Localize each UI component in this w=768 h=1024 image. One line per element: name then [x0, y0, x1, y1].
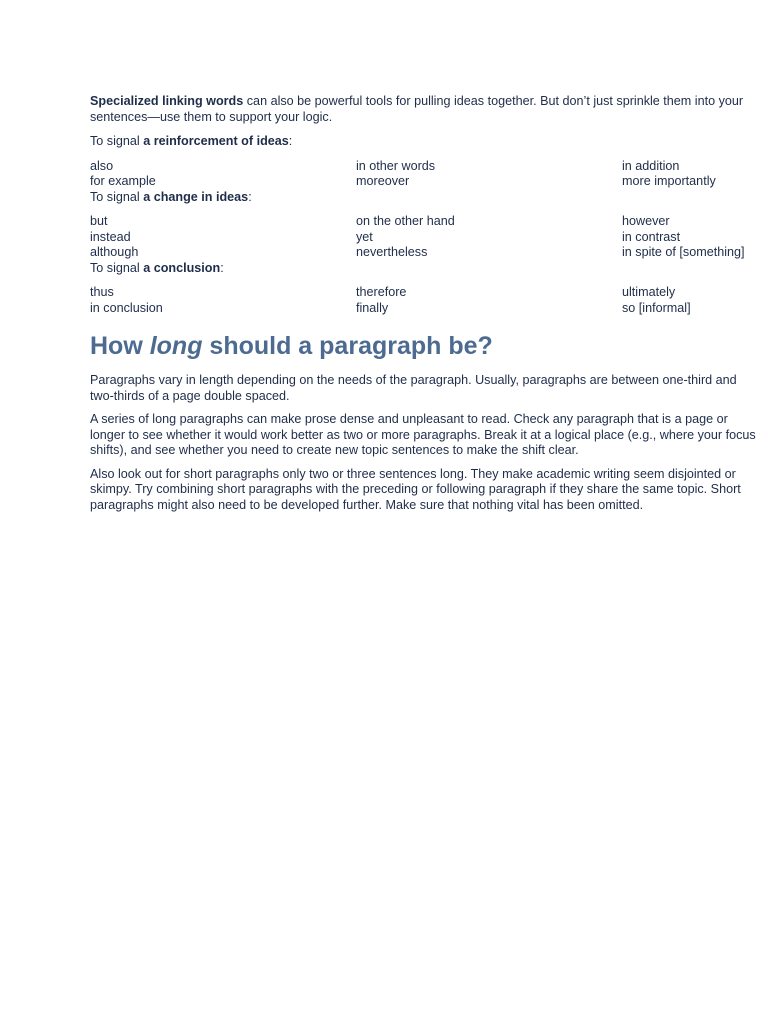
linking-word: thus [90, 285, 114, 299]
linking-word: finally [356, 300, 389, 315]
signal-change-label [90, 190, 760, 206]
linking-word: in spite of [something] [622, 245, 745, 259]
signal-bold: a change in ideas [143, 189, 249, 204]
signal-reinforcement-label [90, 134, 760, 150]
linking-word: in addition [622, 158, 680, 173]
linking-word: ultimately [622, 285, 676, 299]
linking-word: instead [90, 229, 131, 244]
heading-emphasis: long [149, 332, 203, 360]
linking-words-change [90, 214, 760, 261]
linking-words-reinforcement [90, 159, 760, 190]
body-paragraph: A series of long paragraphs can make prose dense and unpleasant to read. Check any paragraph that is a page or longer to see whether it would work better as two or more paragraphs. Break it at a logical place (e.g., where your focus shifts), and see whether you need to create new topic sentences to make the shift clear. [90, 412, 756, 457]
intro-bold: Specialized linking words [90, 94, 244, 108]
signal-bold: a conclusion [143, 260, 221, 275]
body-paragraph: Also look out for short paragraphs only two or three sentences long. They make academic writing seem disjointed or skimpy. Try combining short paragraphs with the preceding or following paragraph if they share the same topic. Short paragraphs might also need to be developed further. Make sure that nothing vital has been omitted. [90, 466, 741, 512]
intro-text: can also be powerful tools for pulling ideas together. But don’t just sprinkle them into your sentences—use them to support your logic. [90, 94, 744, 124]
linking-word: more importantly [622, 174, 716, 188]
section-heading [90, 331, 760, 361]
signal-suffix: : [220, 260, 224, 275]
signal-prefix: To signal [90, 189, 144, 204]
heading-text: should a paragraph be? [202, 332, 493, 360]
linking-word: on the other hand [356, 214, 455, 228]
intro-paragraph [90, 94, 760, 125]
linking-word: for example [90, 174, 156, 188]
linking-word: yet [356, 229, 373, 244]
heading-text: How [90, 332, 150, 360]
signal-prefix: To signal [90, 134, 144, 148]
linking-word: also [90, 158, 114, 173]
linking-word: however [622, 214, 670, 228]
linking-word: in conclusion [90, 300, 163, 315]
linking-word: although [90, 245, 139, 259]
linking-word: in other words [356, 158, 436, 173]
signal-bold: a reinforcement of ideas [143, 134, 289, 148]
signal-conclusion-label [90, 261, 760, 277]
linking-words-conclusion [90, 285, 760, 316]
linking-word: nevertheless [356, 245, 428, 259]
signal-prefix: To signal [90, 260, 144, 275]
body-paragraph: Paragraphs vary in length depending on the needs of the paragraph. Usually, paragraphs are between one-third and two-thirds of a page double spaced. [90, 373, 737, 403]
signal-suffix: : [248, 189, 252, 204]
signal-suffix: : [288, 134, 293, 148]
linking-word: moreover [356, 174, 410, 188]
document-page [90, 94, 760, 521]
linking-word: so [informal] [622, 300, 691, 315]
linking-word: therefore [356, 285, 407, 299]
linking-word: but [90, 214, 108, 228]
linking-word: in contrast [622, 229, 681, 244]
